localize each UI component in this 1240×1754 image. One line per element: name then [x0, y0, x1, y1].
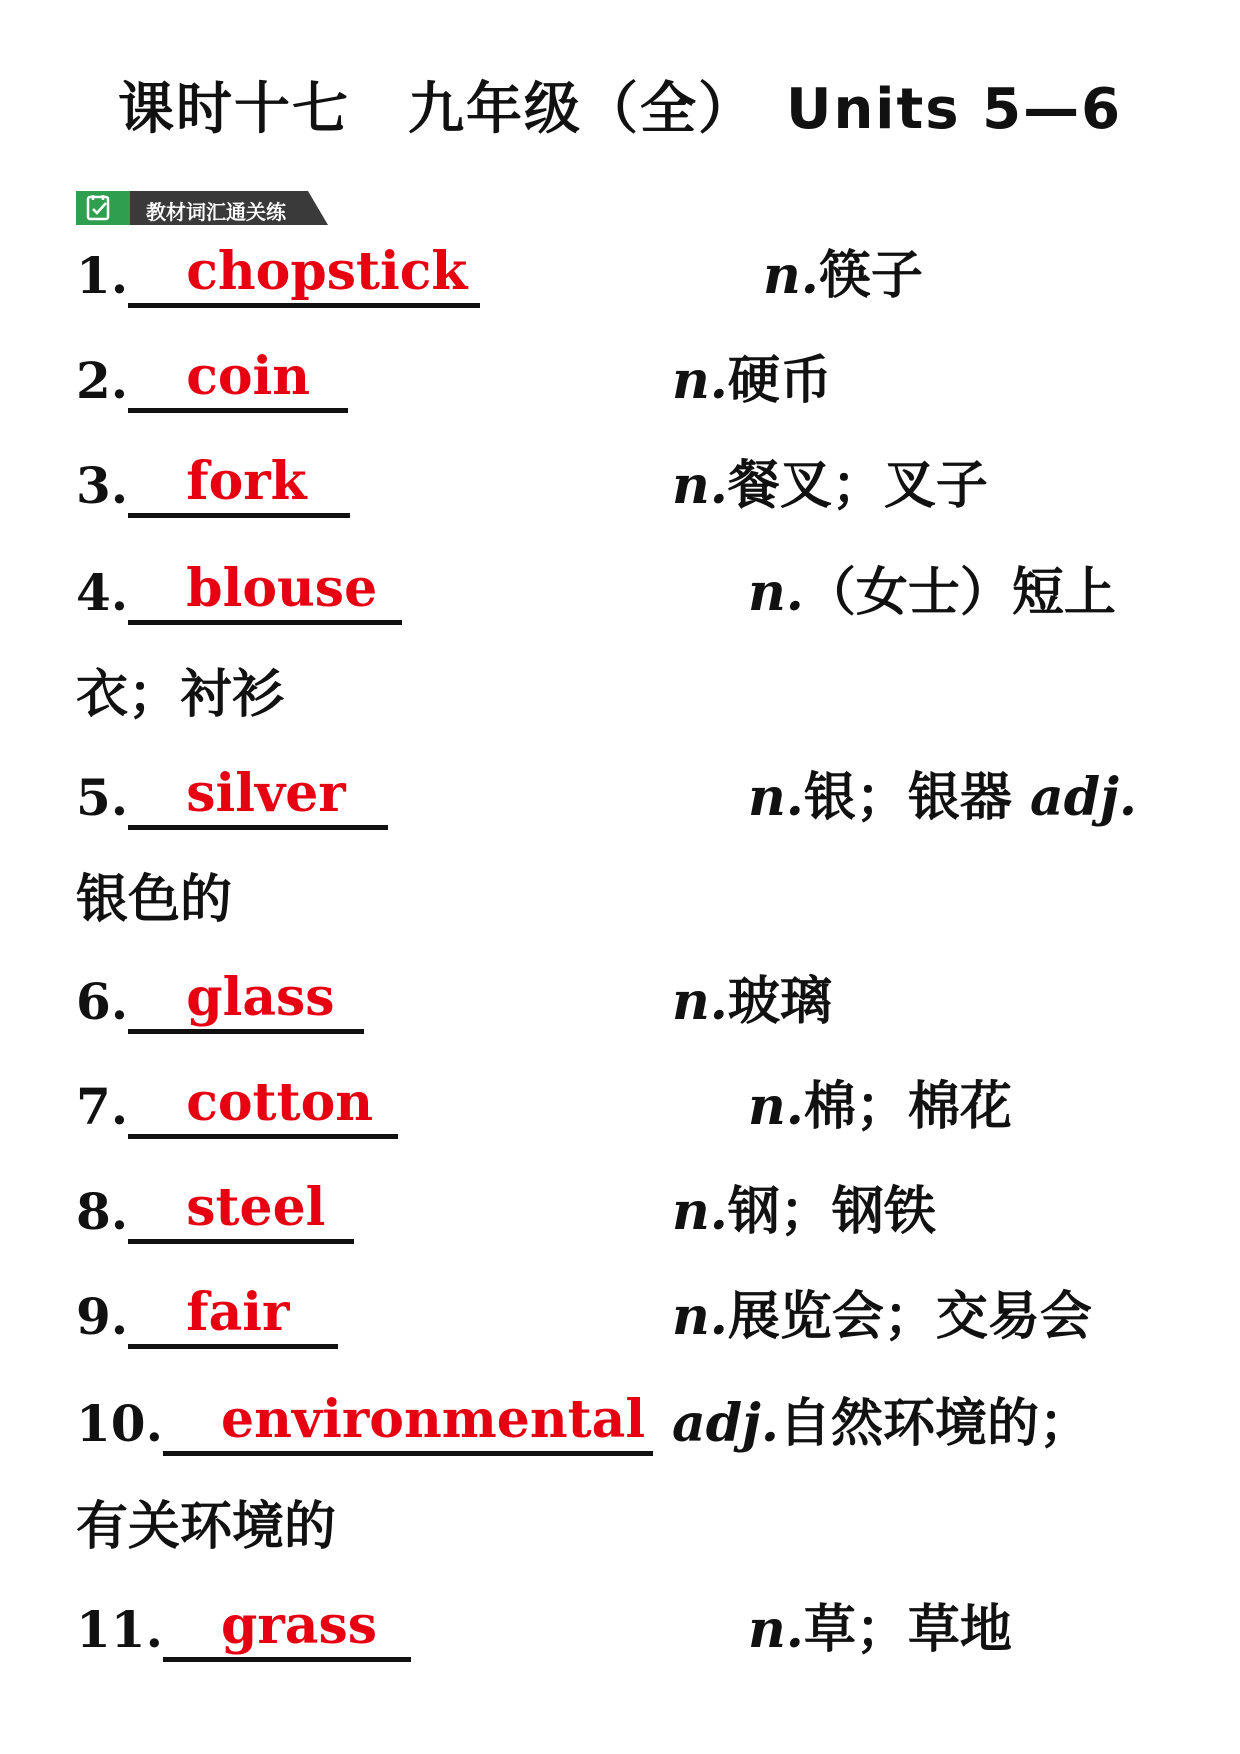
part-of-speech: n. — [672, 350, 728, 411]
definition-continuation: 衣；衬衫 — [76, 664, 285, 725]
vocab-item-7 — [76, 1072, 398, 1139]
vocab-item-8 — [76, 1177, 354, 1244]
definition — [672, 1285, 1092, 1349]
definition-continuation: 银色的 — [76, 869, 233, 930]
answer-text: environmental — [221, 1389, 646, 1450]
answer-blank[interactable] — [163, 1595, 411, 1662]
item-number: 9. — [76, 1287, 129, 1346]
answer-text: cotton — [186, 1072, 374, 1133]
item-number: 10. — [76, 1394, 163, 1453]
vocab-item-6 — [76, 967, 364, 1034]
part-of-speech: n. — [748, 767, 804, 828]
item-number: 8. — [76, 1182, 129, 1241]
meaning-text: （女士）短上 — [803, 562, 1116, 623]
definition — [672, 1392, 1091, 1456]
answer-blank[interactable] — [128, 451, 350, 518]
answer-text: glass — [186, 967, 335, 1028]
meaning-text: 银；银器 — [803, 767, 1031, 828]
vocab-item-1 — [76, 241, 480, 308]
vocab-item-5 — [76, 763, 388, 830]
definition — [748, 766, 1137, 830]
item-number: 4. — [76, 563, 129, 622]
part-of-speech: n. — [748, 562, 804, 623]
definition-continuation: 有关环境的 — [76, 1496, 337, 1557]
answer-blank[interactable] — [128, 241, 480, 308]
meaning-text: 玻璃 — [727, 971, 832, 1032]
answer-text: fork — [186, 451, 307, 512]
definition — [763, 244, 923, 308]
item-number: 1. — [76, 246, 129, 305]
meaning-text: 筷子 — [818, 245, 923, 306]
item-number: 2. — [76, 351, 129, 410]
answer-text: grass — [221, 1595, 377, 1656]
item-number: 3. — [76, 456, 129, 515]
definition — [748, 1598, 1012, 1662]
definition — [672, 1180, 936, 1244]
part-of-speech: n. — [748, 1076, 804, 1137]
answer-blank[interactable] — [128, 967, 364, 1034]
definition — [748, 561, 1116, 625]
answer-text: chopstick — [186, 241, 468, 302]
definition — [672, 970, 832, 1034]
answer-blank[interactable] — [128, 346, 348, 413]
meaning-text: 钢；钢铁 — [727, 1181, 936, 1242]
vocab-item-11 — [76, 1595, 411, 1662]
item-number: 5. — [76, 768, 129, 827]
item-number: 6. — [76, 972, 129, 1031]
vocab-item-2 — [76, 346, 348, 413]
part-of-speech: n. — [672, 971, 728, 1032]
answer-text: fair — [186, 1282, 290, 1343]
answer-blank[interactable] — [128, 558, 402, 625]
meaning-text: 棉；棉花 — [803, 1076, 1012, 1137]
vocab-item-3 — [76, 451, 350, 518]
item-number: 11. — [76, 1600, 163, 1659]
answer-blank[interactable] — [128, 1282, 338, 1349]
page-title: 课时十七 九年级（全） Units 5—6 — [117, 77, 1123, 142]
part-of-speech-2: adj. — [1030, 767, 1138, 828]
answer-text: steel — [186, 1177, 326, 1238]
part-of-speech: n. — [748, 1599, 804, 1660]
definition — [672, 349, 832, 413]
definition — [748, 1075, 1012, 1139]
answer-blank[interactable] — [128, 1177, 354, 1244]
answer-blank[interactable] — [128, 1072, 398, 1139]
part-of-speech: n. — [672, 455, 728, 516]
meaning-text: 草；草地 — [803, 1599, 1012, 1660]
part-of-speech: adj. — [672, 1393, 779, 1454]
answer-blank[interactable] — [163, 1389, 653, 1456]
meaning-text: 硬币 — [727, 350, 832, 411]
definition — [672, 454, 988, 518]
answer-blank[interactable] — [128, 763, 388, 830]
answer-text: blouse — [186, 558, 378, 619]
meaning-text: 展览会；交易会 — [727, 1286, 1092, 1347]
item-number: 7. — [76, 1077, 129, 1136]
answer-text: coin — [186, 346, 311, 407]
section-banner — [76, 191, 328, 225]
part-of-speech: n. — [672, 1181, 728, 1242]
vocab-item-9 — [76, 1282, 338, 1349]
part-of-speech: n. — [763, 245, 819, 306]
part-of-speech: n. — [672, 1286, 728, 1347]
section-label: 教材词汇通关练 — [146, 200, 286, 224]
meaning-text: 餐叉；叉子 — [727, 455, 988, 516]
meaning-text: 自然环境的； — [778, 1393, 1091, 1454]
vocab-item-4 — [76, 558, 402, 625]
vocab-item-10 — [76, 1389, 653, 1456]
answer-text: silver — [186, 763, 346, 824]
